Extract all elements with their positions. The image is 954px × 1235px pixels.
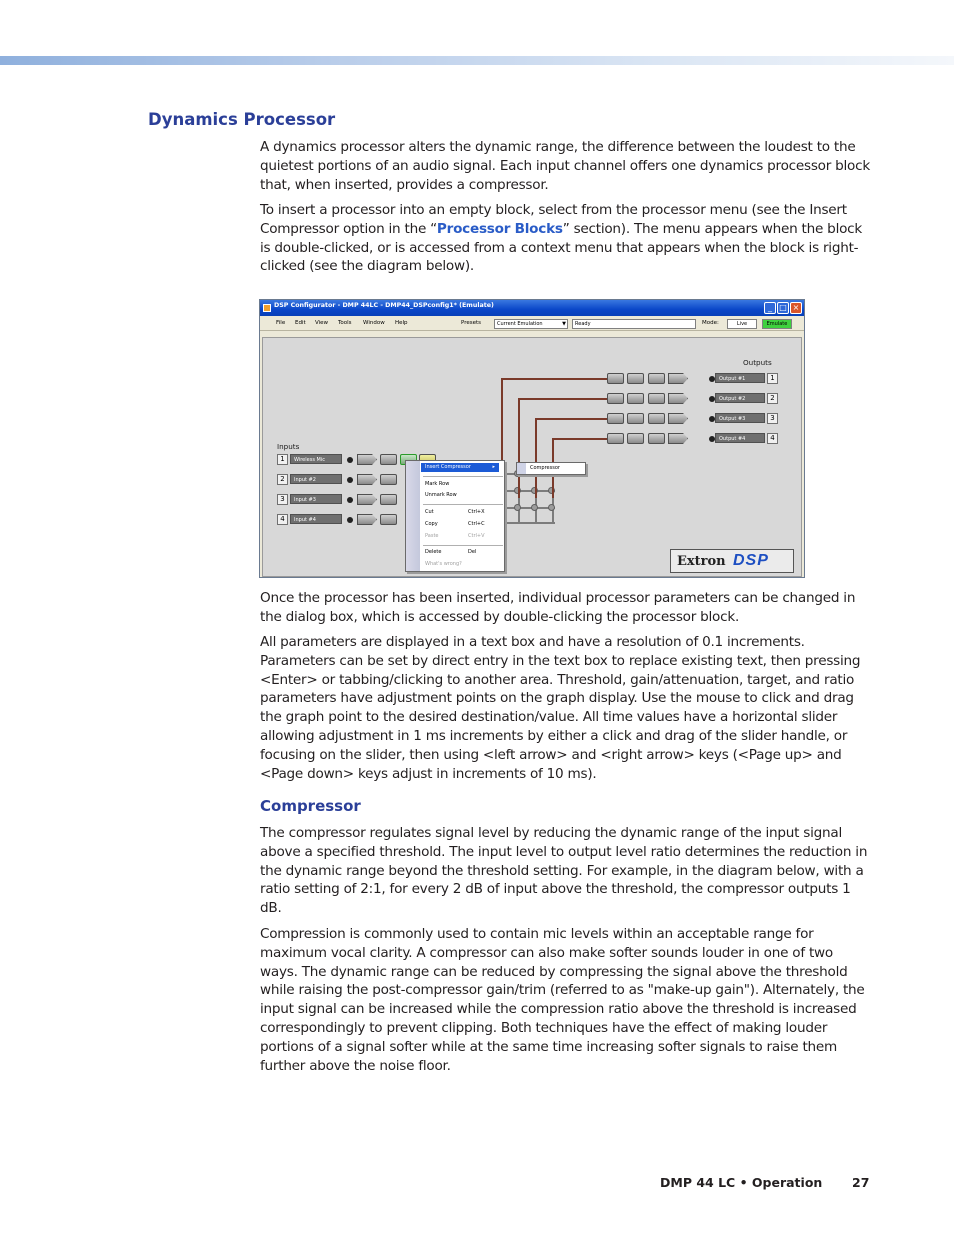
output-wire: [518, 398, 520, 498]
output-wire: [518, 398, 607, 400]
output-block[interactable]: [668, 393, 688, 404]
footer-title: DMP 44 LC • Operation: [660, 1175, 823, 1190]
delete-label: Delete: [425, 549, 442, 555]
output-block[interactable]: [627, 413, 644, 424]
app-icon: [263, 304, 271, 312]
input-block[interactable]: [357, 474, 377, 485]
output-block[interactable]: [607, 373, 624, 384]
mixer-node[interactable]: [514, 504, 521, 511]
input-number-3: 3: [277, 494, 288, 505]
output-block[interactable]: [607, 433, 624, 444]
menu-item-delete[interactable]: [425, 549, 503, 555]
output-block[interactable]: [627, 373, 644, 384]
status-box: [572, 319, 696, 329]
presets-label: Presets: [461, 320, 482, 326]
output-wire: [552, 438, 607, 440]
menu-item-paste[interactable]: [425, 533, 503, 539]
input-number-1: 1: [277, 454, 288, 465]
input-block[interactable]: [380, 494, 397, 505]
output-block[interactable]: [607, 413, 624, 424]
compressor-paragraph-2: Compression is commonly used to contain mic levels within an acceptable range for maximum vocal clarity. A compressor can also make softer sounds louder in one of two ways. The dynamic range can be reduced by compressing the signal above the threshold while raising the post-compressor gain/trim (referred to as "make-up gain"). Alternately, the input signal can be increased while the compression ratio above the threshold is increased correspondingly to prevent clipping. Both techniques have the effect of making louder portions of a signal softer while at the same time increasing softer signals to raise them further above the noise floor.: [260, 926, 865, 1074]
input-name-1[interactable]: Wireless Mic: [290, 454, 342, 464]
output-block[interactable]: [648, 433, 665, 444]
mode-label: Mode:: [702, 320, 719, 326]
insert-submenu: [516, 462, 586, 475]
page-number: 27: [852, 1175, 870, 1190]
input-name-4[interactable]: Input #4: [290, 514, 342, 524]
window-title: DSP Configurator - DMP 44LC - DMP44_DSPconfig1* (Emulate): [274, 302, 494, 309]
menu-item-copy[interactable]: [425, 521, 503, 527]
header-gradient-bar: [0, 56, 954, 65]
minimize-icon[interactable]: _: [764, 302, 776, 314]
output-block[interactable]: [648, 413, 665, 424]
menu-window[interactable]: Window: [363, 320, 385, 326]
output-wire: [535, 418, 537, 498]
mixer-grid-line: [501, 522, 555, 524]
chevron-down-icon: ▼: [562, 321, 566, 327]
submenu-item-compressor[interactable]: Compressor: [530, 465, 560, 471]
presets-select[interactable]: [494, 319, 568, 329]
dsp-configurator-screenshot: [259, 299, 805, 578]
dsp-canvas[interactable]: [262, 337, 802, 577]
mixer-node[interactable]: [531, 504, 538, 511]
inputs-label: Inputs: [277, 442, 300, 451]
intro-paragraph-1: A dynamics processor alters the dynamic range, the difference between the loudest to the quietest portions of an audio signal. Each input channel offers one dynamics processor block that, when inserted, provides a compressor.: [260, 139, 870, 193]
mixer-node[interactable]: [548, 504, 555, 511]
input-connector: [347, 477, 353, 483]
status-text: Ready: [575, 321, 591, 327]
delete-shortcut: Del: [468, 549, 477, 555]
output-name-3[interactable]: Output #3: [715, 413, 765, 423]
output-block[interactable]: [627, 433, 644, 444]
menu-item-insert-compressor[interactable]: [421, 463, 499, 472]
output-wire: [501, 378, 607, 380]
copy-shortcut: Ctrl+C: [468, 521, 485, 527]
output-name-1[interactable]: Output #1: [715, 373, 765, 383]
menu-item-cut[interactable]: [425, 509, 503, 515]
input-number-2: 2: [277, 474, 288, 485]
input-block[interactable]: [357, 514, 377, 525]
mode-live-button[interactable]: Live: [727, 319, 757, 329]
menu-item-whats-wrong[interactable]: What's wrong?: [425, 561, 462, 567]
input-name-2[interactable]: Input #2: [290, 474, 342, 484]
chevron-right-icon: ▸: [492, 464, 495, 470]
mixer-grid-line: [501, 507, 555, 509]
menu-item-unmark-row[interactable]: Unmark Row: [425, 492, 457, 498]
output-number-2: 2: [767, 393, 778, 404]
menu-item-mark-row[interactable]: Mark Row: [425, 481, 450, 487]
section-heading: Dynamics Processor: [148, 110, 336, 129]
extron-dsp-logo: [670, 549, 794, 573]
processor-blocks-link[interactable]: Processor Blocks: [436, 220, 563, 237]
menu-help[interactable]: Help: [395, 320, 408, 326]
output-block[interactable]: [627, 393, 644, 404]
input-block[interactable]: [357, 494, 377, 505]
cut-shortcut: Ctrl+X: [468, 509, 485, 515]
output-block[interactable]: [648, 373, 665, 384]
paste-shortcut: Ctrl+V: [468, 533, 485, 539]
compressor-paragraph-1: The compressor regulates signal level by reducing the dynamic range of the input signal above a specified threshold. The input level to output level ratio determines the reduction in the dynamic range beyond the threshold setting. For example, in the diagram below, with a ratio setting of 2:1, for every 2 dB of input above the threshold, the compressor outputs 1 dB.: [260, 825, 868, 917]
output-name-2[interactable]: Output #2: [715, 393, 765, 403]
input-block[interactable]: [357, 454, 377, 465]
menu-edit[interactable]: Edit: [295, 320, 306, 326]
insert-label: Insert Compressor: [425, 464, 471, 470]
menu-view[interactable]: View: [315, 320, 329, 326]
submenu-icon-strip: [517, 463, 526, 474]
outputs-label: Outputs: [743, 358, 772, 367]
input-connector: [347, 517, 353, 523]
logo-word-extron: Extron: [677, 554, 726, 569]
input-number-4: 4: [277, 514, 288, 525]
input-block[interactable]: [380, 474, 397, 485]
menubar: [260, 317, 804, 331]
copy-label: Copy: [425, 521, 438, 527]
context-menu: [405, 460, 505, 572]
maximize-icon[interactable]: □: [777, 302, 789, 314]
output-number-4: 4: [767, 433, 778, 444]
mixer-grid-line: [501, 490, 555, 492]
window-titlebar: [260, 300, 804, 316]
output-wire: [535, 418, 607, 420]
menu-separator: [423, 545, 503, 546]
after-paragraph-1: Once the processor has been inserted, individual processor parameters can be changed in the dialog box, which is accessed by double-clicking the processor block.: [260, 590, 856, 625]
after-paragraph-2: All parameters are displayed in a text box and have a resolution of 0.1 increments. Parameters can be set by direct entry in the text box to replace existing text, then pressing <Enter> or tabbing/clicking to another area. Threshold, gain/attenuation, target, and ratio parameters have adjustment points on the graph display. Use the mouse to click and drag the graph point to the desired destination/value. All time values have a horizontal slider allowing adjustment in 1 ms increments by either a click and drag of the slider handle, or focusing on the slider, then using <left arrow> and <right arrow> keys (<Page up> and <Page down> keys adjust in increments of 10 ms).: [260, 634, 861, 782]
output-block[interactable]: [648, 393, 665, 404]
output-number-1: 1: [767, 373, 778, 384]
output-name-4[interactable]: Output #4: [715, 433, 765, 443]
output-block[interactable]: [668, 413, 688, 424]
paste-label: Paste: [425, 533, 439, 539]
intro-paragraph-2: [260, 201, 870, 276]
input-block[interactable]: [380, 514, 397, 525]
input-connector: [347, 457, 353, 463]
cut-label: Cut: [425, 509, 434, 515]
intro-p2-text-b: ” section). The menu appears when the block is double-clicked, or is accessed from a context menu that appears when the block is right-clicked (see the diagram below).: [260, 220, 863, 275]
logo-word-dsp: DSP: [733, 552, 769, 569]
intro-p2-text-a: To insert a processor into an empty block, select from the processor menu (see the Insert Compressor option in the “: [260, 202, 847, 237]
menu-separator: [423, 504, 503, 505]
input-name-3[interactable]: Input #3: [290, 494, 342, 504]
close-icon[interactable]: ×: [790, 302, 802, 314]
input-connector: [347, 497, 353, 503]
menu-separator: [423, 476, 503, 477]
output-block[interactable]: [668, 433, 688, 444]
output-block[interactable]: [668, 373, 688, 384]
menu-file[interactable]: File: [276, 320, 286, 326]
mode-emulate-button[interactable]: Emulate: [762, 319, 792, 329]
presets-value: Current Emulation: [497, 321, 543, 327]
subsection-heading: Compressor: [260, 797, 361, 815]
output-block[interactable]: [607, 393, 624, 404]
menu-tools[interactable]: Tools: [338, 320, 352, 326]
output-number-3: 3: [767, 413, 778, 424]
input-block[interactable]: [380, 454, 397, 465]
menu-icon-strip: [406, 461, 420, 571]
